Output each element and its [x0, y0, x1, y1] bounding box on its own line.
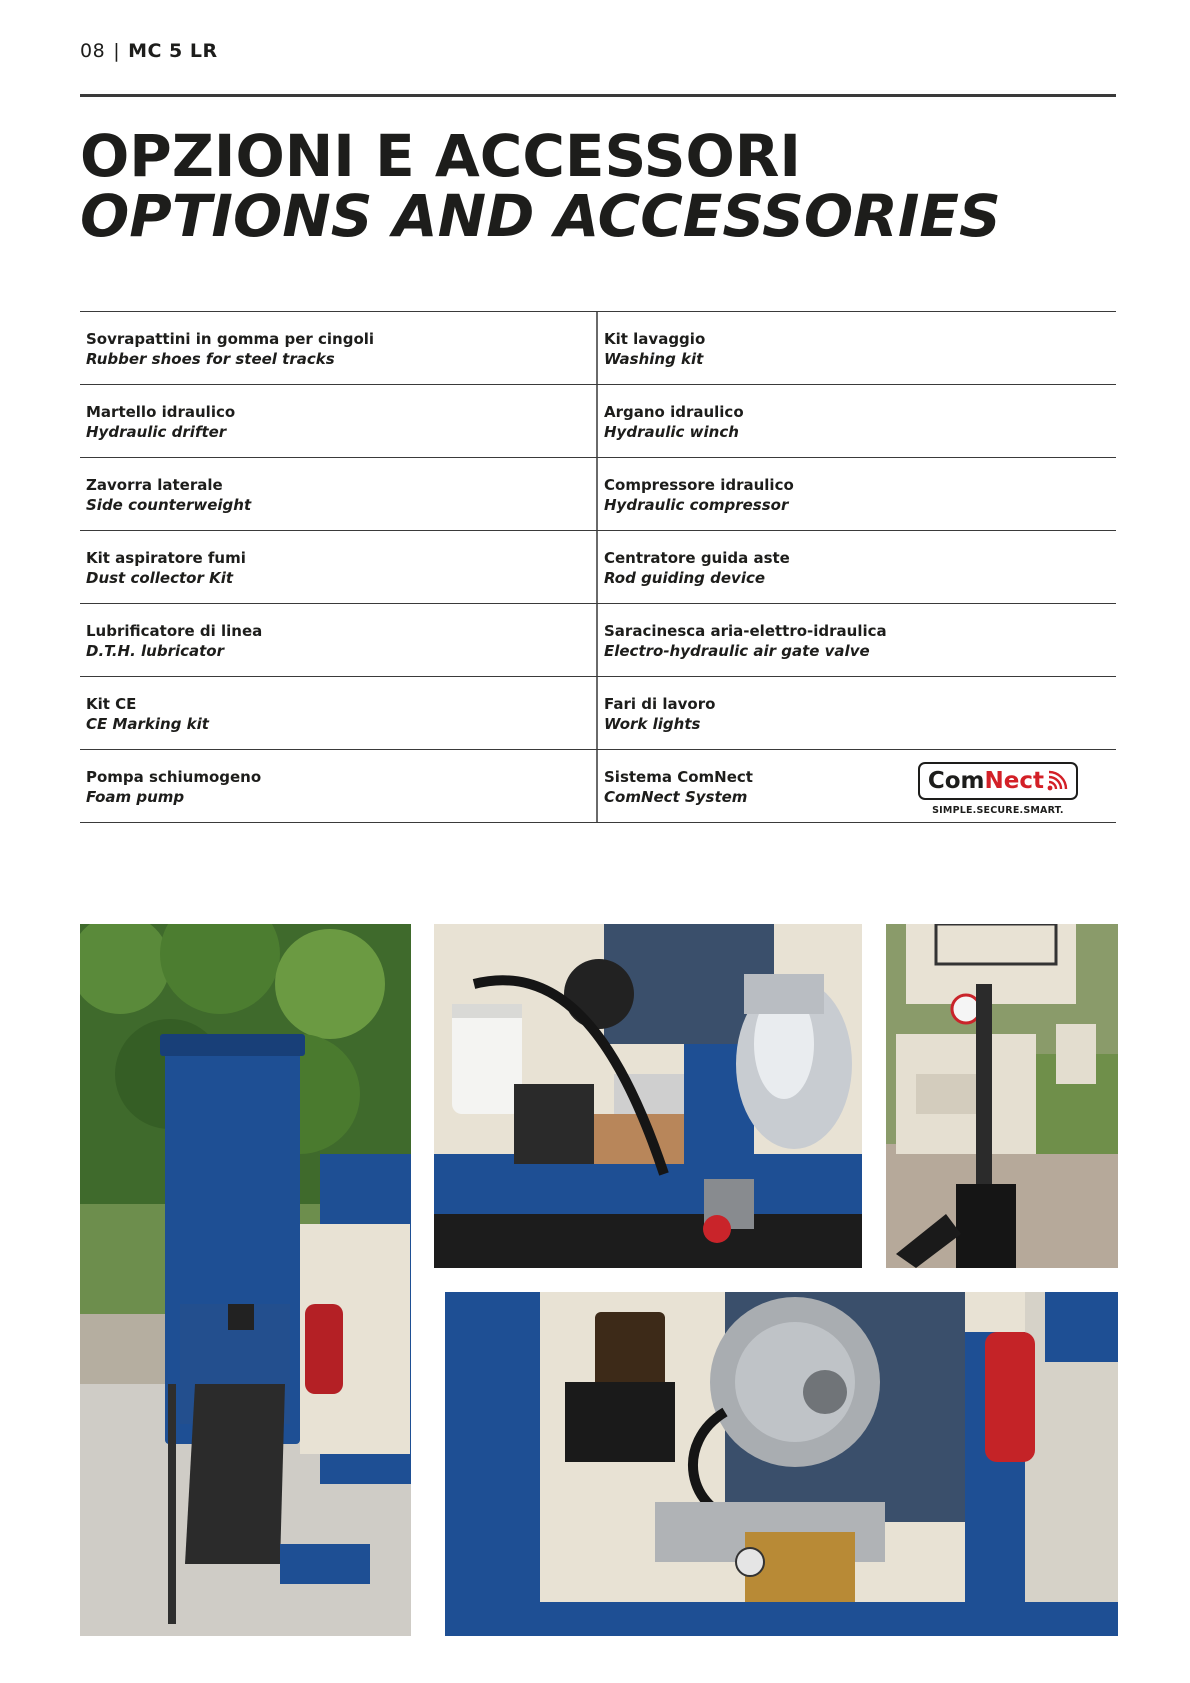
table-row — [80, 531, 1116, 604]
table-row — [80, 458, 1116, 531]
option-cell — [80, 458, 598, 530]
option-italian: Saracinesca aria-elettro-idraulica — [604, 622, 887, 640]
option-cell — [598, 458, 1116, 530]
option-english: Washing kit — [604, 350, 704, 368]
option-italian: Kit aspiratore fumi — [86, 549, 246, 567]
option-cell — [80, 604, 598, 676]
table-row — [80, 677, 1116, 750]
logo-text-com: Com — [927, 768, 985, 794]
header-rule — [80, 94, 1116, 97]
title-italian: OPZIONI E ACCESSORI — [80, 122, 802, 190]
option-cell — [598, 677, 1116, 749]
table-row — [80, 312, 1116, 385]
rod-guiding-device-photo — [886, 924, 1118, 1268]
option-cell — [598, 531, 1116, 603]
logo-text-nect: Nect — [984, 768, 1044, 794]
header-separator: | — [113, 40, 121, 62]
hydraulic-compressor-photo — [434, 924, 862, 1268]
option-cell — [80, 385, 598, 457]
option-italian: Lubrificatore di linea — [86, 622, 263, 640]
option-italian: Sistema ComNect — [604, 768, 753, 786]
option-italian: Argano idraulico — [604, 403, 744, 421]
option-italian: Pompa schiumogeno — [86, 768, 262, 786]
option-english: Hydraulic winch — [604, 423, 739, 441]
dust-collector-photo — [80, 924, 411, 1636]
option-italian: Fari di lavoro — [604, 695, 716, 713]
option-italian: Zavorra laterale — [86, 476, 223, 494]
option-cell — [80, 677, 598, 749]
option-english: Hydraulic drifter — [86, 423, 227, 441]
page-header — [80, 40, 218, 62]
option-english: Electro-hydraulic air gate valve — [604, 642, 870, 660]
option-english: Dust collector Kit — [86, 569, 234, 587]
page-number: 08 — [80, 40, 106, 62]
option-english: Rod guiding device — [604, 569, 766, 587]
option-cell — [598, 750, 1116, 822]
table-row — [80, 604, 1116, 677]
option-cell — [598, 385, 1116, 457]
model-name: MC 5 LR — [128, 40, 218, 62]
options-table — [80, 311, 1116, 823]
option-cell — [80, 750, 598, 822]
option-english: Foam pump — [86, 788, 185, 806]
option-english: Side counterweight — [86, 496, 252, 514]
option-english: Hydraulic compressor — [604, 496, 789, 514]
option-italian: Centratore guida aste — [604, 549, 790, 567]
option-cell — [598, 604, 1116, 676]
washing-kit-photo — [445, 1292, 1118, 1636]
option-italian: Sovrapattini in gomma per cingoli — [86, 330, 375, 348]
table-row — [80, 385, 1116, 458]
option-cell — [598, 312, 1116, 384]
option-italian: Compressore idraulico — [604, 476, 794, 494]
option-english: ComNect System — [604, 788, 748, 806]
page-title — [80, 122, 1001, 250]
logo-tagline: SIMPLE.SECURE.SMART. — [932, 805, 1064, 816]
option-italian: Kit CE — [86, 695, 137, 713]
comnect-logo — [918, 762, 1078, 816]
option-english: Work lights — [604, 715, 701, 733]
option-english: Rubber shoes for steel tracks — [86, 350, 335, 368]
wifi-signal-icon — [1046, 770, 1068, 792]
option-english: D.T.H. lubricator — [86, 642, 224, 660]
table-row — [80, 750, 1116, 823]
option-italian: Kit lavaggio — [604, 330, 706, 348]
option-english: CE Marking kit — [86, 715, 209, 733]
option-cell — [80, 531, 598, 603]
option-italian: Martello idraulico — [86, 403, 236, 421]
option-cell — [80, 312, 598, 384]
title-english: OPTIONS AND ACCESSORIES — [80, 182, 1001, 250]
